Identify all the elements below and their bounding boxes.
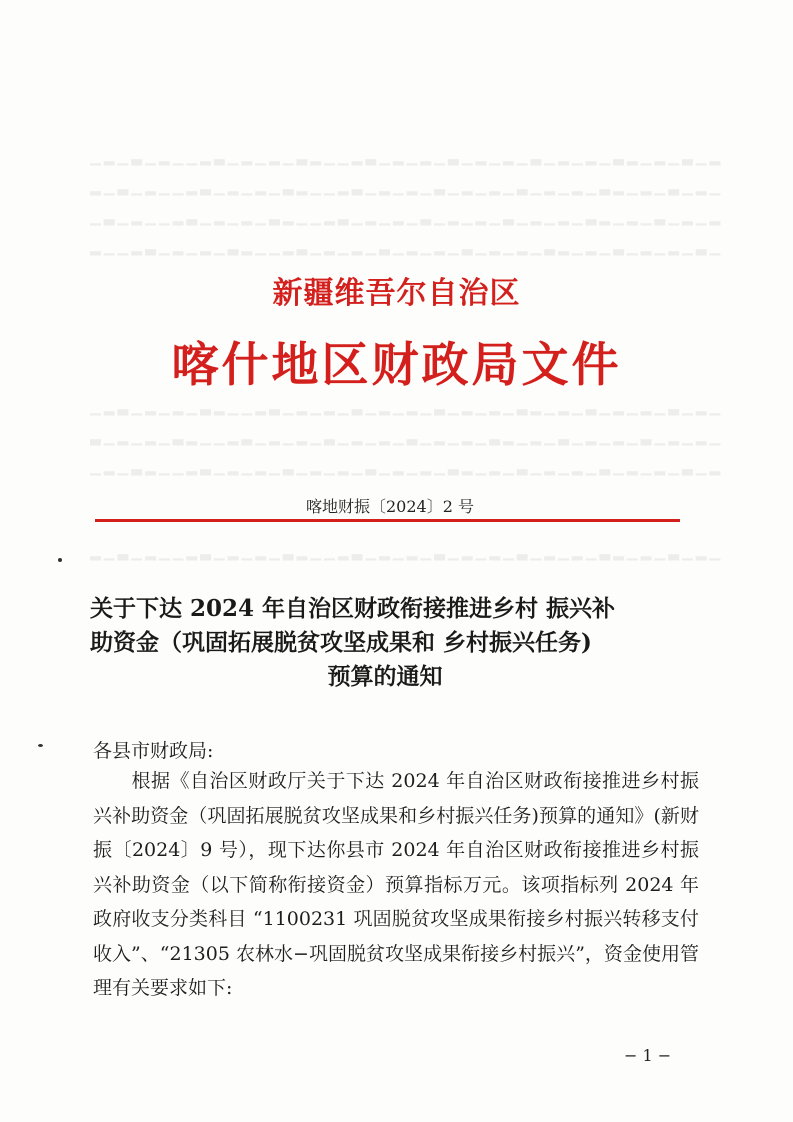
bleed-through-texture: ▂▁▃▁▂▁▁▂▃▁▂▁▂▁▃▂▁▁▂▃▁▂▁▂▁▃▁▂▁▂▁▃▁▂▁▂▁▃▂▁▂▁▃▁▂▁ [90,545,724,561]
red-separator-line [95,519,680,522]
bleed-through-texture: ▂▁▁▂▃▁▂▁▂▁▃▂▁▁▂▃▁▂▁▂▁▃▁▂▁▂▁▃▁▂▁▂▁▃▂▁▂▁▃▁▂▁▂▁▃▁ [90,240,724,256]
title-line-2: 助资金（巩固拓展脱贫攻坚成果和 乡村振兴任务) [90,629,592,656]
body-paragraph-text: 根据《自治区财政厅关于下达 2024 年自治区财政衔接推进乡村振兴补助资金（巩固拓展脱贫攻坚成果和乡村振兴任务)预算的通知》(新财振〔2024〕9 号），现下达你县市 2024 年自治区财政衔接推进乡村振兴补助资金（以下简称衔接资金）预算指标万元。该项指标列 2024 年政府收支分类科目 “1100231 巩固脱贫攻坚成果衔接乡村振兴转移支付收入”、“21305 农林水−巩固脱贫攻坚成果衔接乡村振兴”，资金使用管理有关要求如下: [93,770,699,999]
title-line-1: 关于下达 2024 年自治区财政衔接推进乡村 振兴补 [90,595,616,622]
scan-speck [38,744,43,747]
document-number: 喀地财振〔2024〕2 号 [306,497,474,516]
salutation: 各县市财政局: [93,740,214,762]
issuing-region-heading: 新疆维吾尔自治区 [272,276,521,311]
issuing-office-heading: 喀什地区财政局文件 [171,338,622,393]
bleed-through-texture: ▂▁▃▁▂▁▁▂▃▁▂▁▂▁▃▂▁▁▂▃▁▂▁▂▁▃▁▂▁▂▁▃▁▂▁▂▁▃▂▁▂▁▃▁▂▁ [90,180,724,196]
bleed-through-texture: ▁▂▁▃▁▂▁▁▂▃▁▂▁▂▁▃▂▁▁▂▃▁▂▁▂▁▃▁▂▁▂▁▃▁▂▁▂▁▃▂▁▂▁▃▁▂ [90,150,724,166]
bleed-through-texture: ▁▂▁▃▂▁▁▂▃▁▂▁▂▁▃▁▂▁▂▁▃▁▂▁▂▁▃▂▁▂▁▃▁▂▁▂▁▃▁▂▁▂▁▃▁▂ [90,460,724,476]
page-number: − 1 − [624,1046,672,1065]
bleed-through-texture: ▃▁▂▁▂▁▃▂▁▁▂▃▁▂▁▂▁▃▁▂▁▂▁▃▁▂▁▂▁▃▂▁▂▁▃▁▂▁▂▁▃▁▂▁▂▁ [90,430,724,446]
bleed-through-texture: ▁▃▁▂▁▁▂▃▁▂▁▂▁▃▂▁▁▂▃▁▂▁▂▁▃▁▂▁▂▁▃▁▂▁▂▁▃▂▁▂▁▃▁▂▁▂ [90,210,724,226]
notice-title [90,592,710,694]
body-paragraph [93,764,699,1006]
bleed-through-texture: ▁▂▃▁▂▁▂▁▃▂▁▁▂▃▁▂▁▂▁▃▁▂▁▂▁▃▁▂▁▂▁▃▂▁▂▁▃▁▂▁▂▁▃▁▂▁ [90,400,724,416]
scan-speck [58,558,62,562]
title-line-3: 预算的通知 [327,663,443,690]
